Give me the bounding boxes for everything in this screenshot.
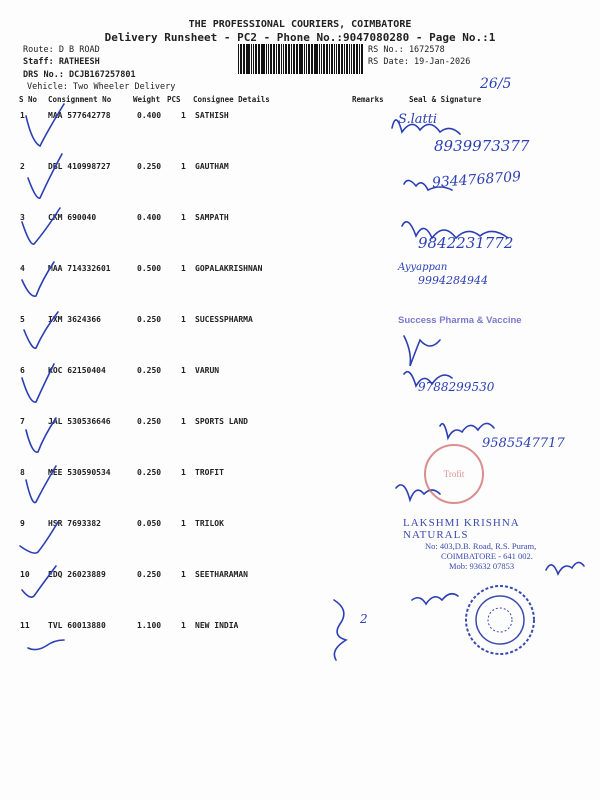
row-weight: 0.250 [137, 417, 162, 426]
checkmark-icon [28, 154, 62, 198]
col-consignee: Consignee Details [193, 95, 270, 104]
row-consignment: DBL 410998727 [48, 162, 111, 171]
row-consignment: TVL 60013880 [48, 621, 106, 630]
row-consignment: EDQ 26023889 [48, 570, 106, 579]
handwritten-name: S.latti [398, 112, 438, 127]
row-pcs: 1 [181, 366, 186, 375]
handwritten-phone: 9585547717 [482, 436, 565, 451]
stamp-city: COIMBATORE - 641 002. [441, 551, 533, 561]
handwritten-date: 26/5 [480, 76, 512, 92]
row-consignee: TRILOK [195, 519, 224, 528]
signature [412, 594, 458, 604]
row-consignee: TROFIT [195, 468, 224, 477]
row-consignment: HSR 7693382 [48, 519, 101, 528]
row-consignment: JAL 530536646 [48, 417, 111, 426]
handwritten-phone: 9842231772 [418, 234, 514, 252]
remark-mark: 2 [360, 612, 368, 626]
stamp-mobile: Mob: 93632 07853 [449, 561, 515, 571]
row-sno: 4 [20, 264, 25, 273]
signature [404, 336, 440, 366]
company-title: THE PROFESSIONAL COURIERS, COIMBATORE [188, 19, 412, 30]
rs-number: RS No.: 1672578 [368, 45, 445, 55]
row-weight: 0.500 [137, 264, 162, 273]
naturals-stamp [403, 517, 583, 571]
row-pcs: 1 [181, 264, 186, 273]
handwritten-phone: 9344768709 [431, 168, 522, 192]
row-sno: 6 [20, 366, 25, 375]
runsheet-subtitle: Delivery Runsheet - PC2 - Phone No.:9047080280 - Page No.:1 [104, 31, 496, 44]
row-pcs: 1 [181, 621, 186, 630]
trofit-stamp [424, 444, 484, 504]
row-pcs: 1 [181, 162, 186, 171]
row-consignment: MEE 530590534 [48, 468, 111, 477]
handwritten-name: Ayyappan [398, 262, 448, 273]
row-consignment: CKM 690040 [48, 213, 97, 222]
handwritten-phone: 8939973377 [434, 137, 530, 155]
row-pcs: 1 [181, 519, 186, 528]
row-pcs: 1 [181, 213, 186, 222]
handwritten-phone: 9788299530 [418, 380, 495, 394]
row-consignee: SUCESSPHARMA [195, 315, 253, 324]
row-consignee: SAMPATH [195, 213, 229, 222]
row-consignee: SPORTS LAND [195, 417, 248, 426]
stamp-company: LAKSHMI KRISHNA NATURALS [403, 517, 520, 541]
row-sno: 2 [20, 162, 25, 171]
row-consignee: GAUTHAM [195, 162, 229, 171]
row-pcs: 1 [181, 111, 186, 120]
route-label: Route: D B ROAD [23, 45, 100, 55]
round-seal [462, 582, 538, 658]
row-consignee: SATHISH [195, 111, 229, 120]
handwritten-phone: 9994284944 [418, 274, 488, 287]
row-consignee: GOPALAKRISHNAN [195, 264, 263, 273]
col-consignment: Consignment No [48, 95, 112, 104]
drs-number: DRS No.: DCJB167257801 [23, 70, 136, 80]
row-consignment: MAA 577642778 [48, 111, 111, 120]
row-consignee: SEETHARAMAN [195, 570, 248, 579]
row-consignment: KOC 62150404 [48, 366, 106, 375]
pharma-stamp: Success Pharma & Vaccine [398, 315, 522, 326]
row-pcs: 1 [181, 468, 186, 477]
staff-label: Staff: RATHEESH [23, 57, 100, 67]
vehicle-label: Vehicle: Two Wheeler Delivery [27, 82, 176, 92]
col-seal-signature: Seal & Signature [409, 95, 482, 104]
row-sno: 11 [20, 621, 30, 630]
row-pcs: 1 [181, 417, 186, 426]
row-sno: 5 [20, 315, 25, 324]
col-pcs: PCS [167, 95, 181, 104]
row-consignee: NEW INDIA [195, 621, 239, 630]
row-weight: 0.250 [137, 570, 162, 579]
checkmark-icon [28, 640, 64, 650]
col-remarks: Remarks [352, 95, 384, 104]
col-sno: S No [19, 95, 38, 104]
stamp-address: No: 403,D.B. Road, R.S. Puram, [425, 541, 537, 551]
row-weight: 0.250 [137, 162, 162, 171]
row-consignee: VARUN [195, 366, 220, 375]
brace-mark [334, 600, 346, 660]
row-pcs: 1 [181, 315, 186, 324]
row-weight: 0.250 [137, 315, 162, 324]
row-weight: 0.250 [137, 366, 162, 375]
row-sno: 7 [20, 417, 25, 426]
row-consignment: MAA 714332601 [48, 264, 111, 273]
row-weight: 0.400 [137, 213, 162, 222]
trofit-stamp-text: Trofit [443, 469, 465, 479]
rs-date: RS Date: 19-Jan-2026 [368, 57, 471, 67]
row-weight: 0.400 [137, 111, 162, 120]
row-sno: 1 [20, 111, 25, 120]
row-sno: 9 [20, 519, 25, 528]
barcode [238, 44, 364, 74]
row-sno: 10 [20, 570, 30, 579]
row-consignment: IXM 3624366 [48, 315, 101, 324]
row-sno: 3 [20, 213, 25, 222]
row-weight: 0.250 [137, 468, 162, 477]
row-weight: 1.100 [137, 621, 162, 630]
col-weight: Weight [133, 95, 161, 104]
row-sno: 8 [20, 468, 25, 477]
row-pcs: 1 [181, 570, 186, 579]
row-weight: 0.050 [137, 519, 162, 528]
